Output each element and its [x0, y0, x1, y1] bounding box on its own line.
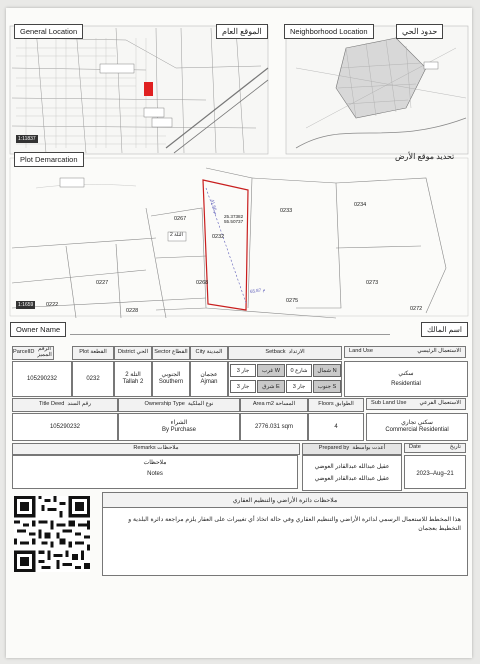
site-plan-sheet — [6, 8, 472, 658]
floors-label-ar: الطوابق — [335, 401, 354, 408]
land-use-label: Land Use — [349, 348, 373, 355]
plot-number: 0275 — [286, 298, 299, 304]
road-label: التلة 2 — [170, 232, 183, 238]
city-label-ar: المدينة — [206, 349, 223, 356]
plot-label: Plot — [79, 349, 89, 356]
date-label-ar: تاريخ — [449, 444, 461, 451]
department-notes-text: هذا المخطط للاستعمال الرسمي لدائرة الأراضي والتنظيم العقاري وفي حالة اتخاذ أي تغييرات على العقار يلزم مراجعة دائرة البلدية و التخطيط بعجمان — [128, 516, 461, 533]
plot-number: 0233 — [280, 208, 293, 214]
prepared-by-name-2: عقيل عبدالله عبدالقادر العوضي — [314, 475, 390, 482]
ownership-label: Ownership Type — [144, 401, 185, 408]
neighborhood-location-label: Neighborhood Location — [284, 24, 374, 39]
setback-south-value: جار 3 — [286, 380, 312, 393]
plot-number: 0227 — [96, 280, 109, 286]
district-value — [114, 361, 152, 397]
city-label: City — [195, 349, 206, 356]
ownership-header — [118, 398, 240, 412]
land-use-value-ar: سكني — [398, 370, 414, 377]
prepared-by-value — [302, 455, 402, 491]
owner-row — [10, 322, 468, 338]
setback-east-value: جار 3 — [230, 380, 256, 393]
sub-land-use-value — [366, 413, 468, 441]
general-location-label: General Location — [14, 24, 83, 39]
land-use-value — [344, 361, 468, 397]
scale-plot: 1:1659 — [18, 302, 34, 308]
district-value-en: Tallah 2 — [122, 379, 144, 385]
land-use-label-ar: الاستعمال الرئيسي — [417, 348, 461, 355]
plot-number: 0268 — [196, 280, 209, 286]
remarks-value-en: Notes — [147, 470, 163, 477]
qr-code — [14, 496, 90, 572]
parcel-id-label-ar: الرقم المميز — [37, 346, 52, 358]
district-header — [114, 346, 152, 360]
date-value: 2023–Aug–21 — [404, 455, 466, 489]
area-label: Area m2 — [252, 401, 274, 408]
area-header — [240, 398, 308, 412]
city-value — [190, 361, 228, 397]
plot-label-ar: القطعة — [90, 349, 107, 356]
sector-value-ar: الجنوبي — [161, 372, 181, 379]
city-value-ar: عجمان — [200, 372, 218, 379]
plot-number: 0234 — [354, 202, 367, 208]
owner-name-label: Owner Name — [10, 322, 66, 337]
plot-demarcation-label-ar: تحديد موقع الأرض — [395, 152, 455, 161]
department-notes-heading: ملاحظات دائرة الأراضي والتنظيم العقاري — [103, 493, 467, 508]
setback-south-label: جنوب S — [313, 380, 341, 393]
plot-highlight-general — [144, 82, 153, 96]
title-deed-header — [12, 398, 118, 412]
area-label-ar: المساحة — [275, 401, 296, 408]
district-value-ar: التلة 2 — [125, 372, 141, 379]
setback-label: Setback — [265, 349, 286, 356]
plot-number: 0272 — [410, 306, 423, 312]
parcel-id-value: 105290232 — [12, 361, 72, 397]
plot-demarcation-label: Plot Demarcation — [14, 152, 84, 167]
owner-name-label-ar: اسم المالك — [421, 322, 468, 337]
city-value-en: Ajman — [200, 379, 218, 385]
prepared-label-ar: أعدت بواسطة — [352, 445, 386, 452]
remarks-label-ar: ملاحظات — [157, 445, 179, 452]
sub-land-use-label: Sub Land Use — [371, 400, 407, 407]
sub-land-use-label-ar: الاستعمال الفرعي — [419, 400, 461, 407]
remarks-value — [12, 455, 298, 489]
sector-label: Sector — [154, 349, 171, 356]
dimension-right: 65.87 م — [249, 286, 266, 295]
sub-land-use-header — [366, 398, 466, 410]
area-value: 2776.031 sqm — [240, 413, 308, 441]
neighborhood-boundary-label-ar: حدود الحي — [396, 24, 443, 39]
prepared-header — [302, 443, 402, 455]
remarks-header — [12, 443, 300, 455]
prepared-label: Prepared by — [318, 445, 350, 452]
plot-number: 0222 — [46, 302, 59, 308]
remarks-label: Remarks — [133, 445, 156, 452]
remarks-value-ar: ملاحظات — [143, 460, 167, 466]
setback-north-value: شارع 0 — [286, 364, 312, 377]
title-deed-value: 105290232 — [12, 413, 118, 441]
plot-number: 0273 — [366, 280, 379, 286]
city-header — [190, 346, 228, 360]
department-notes — [102, 492, 468, 576]
ownership-value-ar: الشراء — [170, 420, 188, 427]
floors-label: Floors — [318, 401, 334, 408]
parcel-id-label: ParcelID — [13, 349, 35, 356]
title-deed-label: Title Deed — [39, 401, 65, 408]
setback-east-label: شرق E — [257, 380, 285, 393]
ownership-value — [118, 413, 240, 441]
sector-value — [152, 361, 190, 397]
neighborhood-location-map — [286, 26, 468, 154]
setback-west-label: غرب W — [257, 364, 285, 377]
sub-land-use-value-ar: سكني تجاري — [401, 420, 433, 427]
district-label: District — [117, 349, 135, 356]
title-deed-label-ar: رقم السند — [67, 401, 91, 408]
parcel-id-header — [12, 346, 54, 360]
plot-number: 0232 — [212, 234, 225, 240]
sector-label-ar: القطاع — [172, 349, 188, 356]
plot-number: 0228 — [126, 308, 139, 314]
date-header — [404, 443, 466, 453]
general-location-map — [10, 26, 268, 154]
sector-header — [152, 346, 190, 360]
scale-general: 1:11837 — [18, 136, 36, 142]
setback-label-ar: الارتداد — [288, 349, 305, 356]
plot-demarcation-map — [10, 158, 468, 318]
date-label: Date — [409, 444, 421, 451]
setback-header — [228, 346, 342, 360]
owner-name-line — [70, 334, 390, 335]
floors-value: 4 — [308, 413, 364, 441]
ownership-label-ar: نوع الملكية — [187, 401, 214, 408]
sector-value-en: Southern — [158, 379, 184, 385]
plot-coordinates: 25.37382 55.50737 — [224, 214, 244, 225]
sub-land-use-value-en: Commercial Residential — [385, 427, 449, 433]
plot-header — [72, 346, 114, 360]
setback-north-label: شمال N — [313, 364, 341, 377]
ownership-value-en: By Purchase — [161, 427, 197, 433]
land-use-value-en: Residential — [391, 380, 421, 387]
general-location-label-ar: الموقع العام — [216, 24, 268, 39]
dimension-left: 41.66 م — [209, 198, 219, 215]
prepared-by-name: عقيل عبدالله عبدالقادر العوضي — [314, 464, 390, 471]
floors-header — [308, 398, 364, 412]
district-label-ar: الحي — [136, 349, 149, 356]
land-use-header — [344, 346, 466, 358]
plot-value: 0232 — [72, 361, 114, 397]
setback-west-value: جار 3 — [230, 364, 256, 377]
plot-number: 0267 — [174, 216, 187, 222]
